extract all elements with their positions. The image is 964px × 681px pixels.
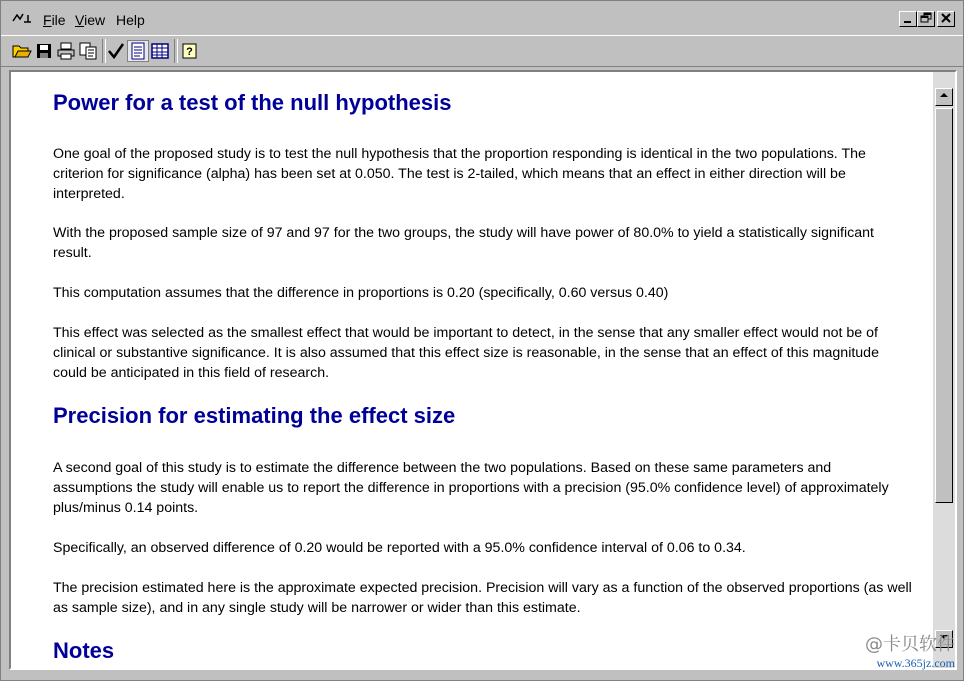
watermark-brand: @卡贝软件 [865,634,955,655]
heading-power: Power for a test of the null hypothesis [53,90,452,115]
check-icon[interactable] [105,40,127,62]
table-icon[interactable] [149,40,171,62]
vertical-scrollbar[interactable] [933,72,955,668]
save-icon[interactable] [33,40,55,62]
paragraph-precision-note: The precision estimated here is the approximate expected precision. Precision will vary as a function of the observed proportions (as well as sample size), and in any single study will be narrower or wider than this estimate. [53,580,912,616]
menu-file[interactable]: File [43,12,66,28]
menu-bar [1,1,963,35]
app-icon[interactable] [11,11,35,27]
help-icon[interactable] [179,40,201,62]
scroll-thumb[interactable] [935,108,953,503]
report-icon[interactable] [127,40,149,62]
heading-precision: Precision for estimating the effect size [53,403,456,428]
minimize-icon [901,12,915,24]
toolbar [1,35,963,67]
paragraph-goal: One goal of the proposed study is to test the null hypothesis that the proportion responding is identical in the two populations. The criterion for significance (alpha) has been set at 0.050. The test is 2-tailed, which means that an effect in either direction will be interpreted. [53,146,866,202]
paragraph-precision-goal: A second goal of this study is to estimate the difference between the two populations. Based on these same parameters and assumptions the study will enable us to report the difference in proportions with a precision (95.0% confidence level) of approximately plus/minus 0.14 points. [53,460,889,516]
report-document [11,72,931,668]
close-button[interactable] [937,11,955,27]
paragraph-difference: This computation assumes that the difference in proportions is 0.20 (specifically, 0.60 versus 0.40) [53,285,669,301]
scroll-up-button[interactable] [935,88,953,106]
heading-notes: Notes [53,638,115,663]
open-icon[interactable] [11,40,33,62]
minimize-button[interactable] [899,11,917,27]
close-icon [939,12,953,24]
watermark [780,634,955,674]
copy-icon[interactable] [77,40,99,62]
print-icon[interactable] [55,40,77,62]
arrow-up-icon [939,91,949,99]
menu-help[interactable]: Help [116,12,145,28]
menu-view[interactable]: View [75,12,106,28]
watermark-url: www.365jz.com [876,656,955,670]
paragraph-sample-size: With the proposed sample size of 97 and 97 for the two groups, the study will have power of 80.0% to yield a statistically significant result. [53,225,874,261]
paragraph-effect-selection: This effect was selected as the smallest effect that would be important to detect, in the sense that any smaller effect would not be of clinical or substantive significance. It is also assumed that this effect size is reasonable, in the sense that an effect of this magnitude could be anticipated in this field of research. [53,325,879,381]
restore-button[interactable] [917,11,935,27]
toolbar-separator [174,39,178,63]
restore-icon [919,12,933,24]
svg-text:?: ? [186,46,193,58]
paragraph-confidence-interval: Specifically, an observed difference of 0.20 would be reported with a 95.0% confidence interval of 0.06 to 0.34. [53,540,746,556]
report-view [9,70,957,670]
